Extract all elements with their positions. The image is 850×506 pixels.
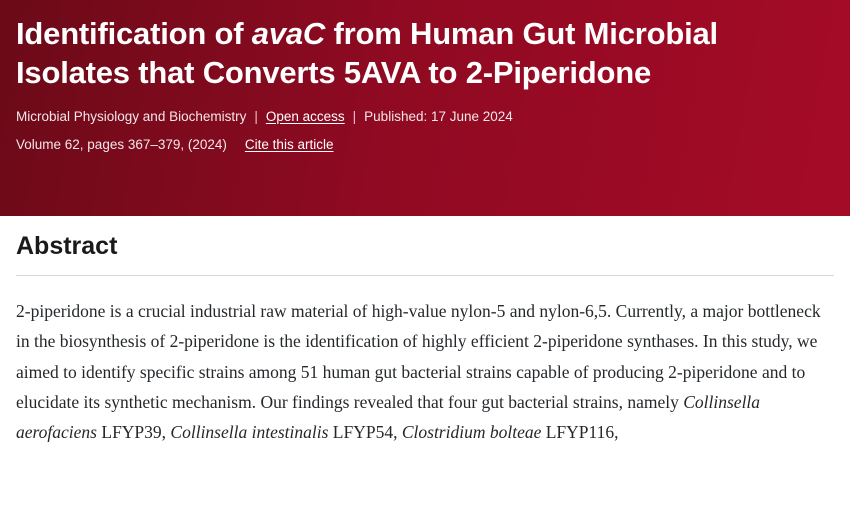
title-segment-1: Identification of xyxy=(16,16,252,51)
section-divider xyxy=(16,275,834,276)
meta-separator: | xyxy=(254,109,258,125)
title-segment-2: from Human Gut Microbial Isolates that Converts 5AVA to 2-Piperidone xyxy=(16,16,718,91)
meta-separator: | xyxy=(352,109,357,125)
open-access-link[interactable]: Open access xyxy=(265,109,345,125)
volume-pages: Volume 62, pages 367–379, (2024) xyxy=(16,136,227,152)
abstract-text-run-1: 2-piperidone is a crucial industrial raw material of high-value nylon-5 and nylon-6,5. Currently, a major bottleneck in the biosynthesis of 2-piperidone is the identification of highly efficient 2-piperidone synthases. In this study, we aimed to identify specific strains among 51 human gut bacterial strains capable of producing 2-piperidone and to elucidate its synthetic mechanism. Our findings revealed that four gut bacterial strains, namely xyxy=(16,301,821,412)
article-meta-line-2 xyxy=(16,136,834,155)
journal-name: Microbial Physiology and Biochemistry xyxy=(16,109,247,125)
strain-label-3: LFYP116, xyxy=(541,422,619,443)
abstract-section xyxy=(0,216,850,447)
cite-this-article-link[interactable]: Cite this article xyxy=(244,136,334,152)
strain-label-2: LFYP54, xyxy=(328,422,402,443)
article-meta-line-1 xyxy=(16,108,834,127)
species-name-1: Collinsella aerofaciens xyxy=(16,391,761,443)
abstract-paragraph xyxy=(16,296,834,447)
abstract-heading: Abstract xyxy=(16,232,118,260)
strain-label-1: LFYP39, xyxy=(97,422,171,443)
article-header-banner xyxy=(0,0,850,216)
published-date: Published: 17 June 2024 xyxy=(364,109,513,125)
page-title xyxy=(16,14,756,92)
species-name-3: Clostridium bolteae xyxy=(401,422,542,443)
species-name-2: Collinsella intestinalis xyxy=(170,422,329,443)
title-gene-name: avaC xyxy=(251,16,326,51)
